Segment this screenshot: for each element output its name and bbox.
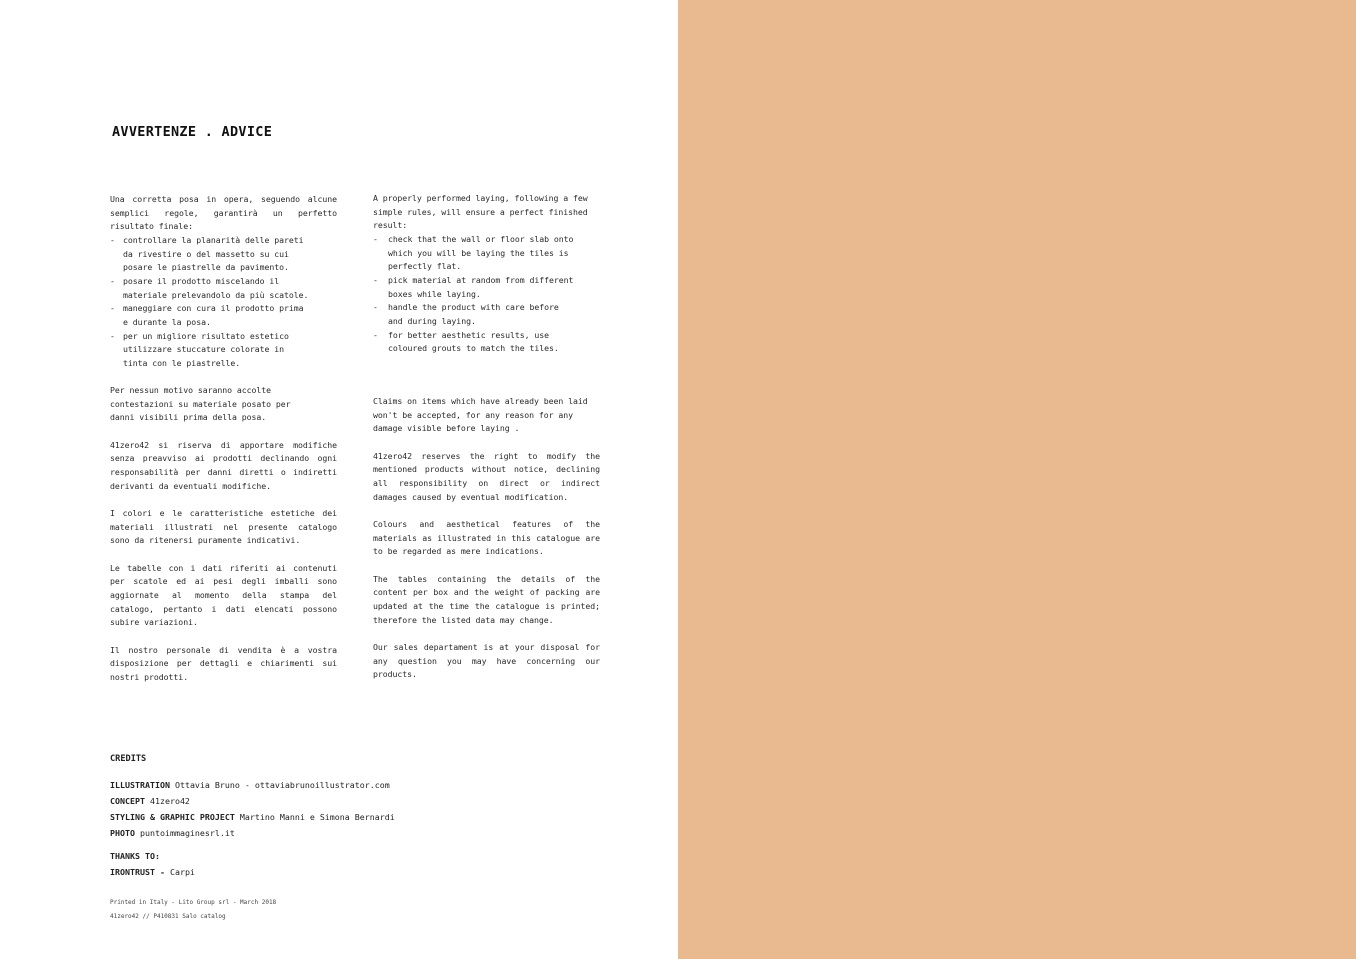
list-item: - posare il prodotto miscelando il materiale prelevandolo da più scatole.	[110, 275, 313, 302]
english-column	[373, 192, 600, 682]
english-paragraph-modifications: 41zero42 reserves the right to modify the mentioned products without notice, declining all responsibility on direct or indirect damages caused by eventual modification.	[373, 450, 600, 502]
list-item: - maneggiare con cura il prodotto prima e durante la posa.	[110, 302, 313, 329]
credits-heading: CREDITS	[110, 754, 147, 764]
credit-label: CONCEPT	[110, 796, 145, 806]
thanks-value: Carpi	[169, 867, 195, 877]
english-paragraph-sales: Our sales departament is at your disposal for any question you may have concerning our products.	[373, 641, 600, 680]
credits-section	[110, 754, 395, 882]
english-paragraph-claims: Claims on items which have already been laid won't be accepted, for any reason for any damage visible before laying .	[373, 396, 588, 434]
footer-printed-line: Printed in Italy - Lito Group srl - March 2018	[110, 899, 277, 906]
thanks-heading: THANKS TO:	[110, 851, 160, 861]
list-item: - pick material at random from different boxes while laying.	[373, 274, 578, 301]
credit-label: STYLING & GRAPHIC PROJECT	[110, 812, 235, 822]
italian-column	[110, 193, 337, 685]
list-item: - handle the product with care before and during laying.	[373, 301, 578, 328]
footer-catalog-line: 41zero42 // P410831 Salo catalog	[110, 912, 226, 920]
print-footer	[110, 896, 276, 923]
english-intro: A properly performed laying, following a few simple rules, will ensure a perfect finished result:	[373, 193, 588, 231]
credit-concept	[110, 795, 395, 811]
english-paragraph-colours: Colours and aesthetical features of the materials as illustrated in this catalogue are to be regarded as mere indications.	[373, 519, 600, 557]
english-rules-list	[373, 233, 600, 356]
page-title: AVVERTENZE . ADVICE	[112, 124, 273, 140]
credit-photo	[110, 827, 395, 843]
list-item: - check that the wall or floor slab onto which you will be laying the tiles is perfectly flat.	[373, 233, 578, 274]
italian-rules-list	[110, 234, 337, 371]
thanks-label: IRONTRUST -	[110, 867, 165, 877]
credit-label: ILLUSTRATION	[110, 780, 170, 790]
italian-paragraph-colours: I colori e le caratteristiche estetiche dei materiali illustrati nel presente catalogo sono da ritenersi puramente indicativi.	[110, 508, 337, 546]
italian-paragraph-modifications: 41zero42 si riserva di apportare modifiche senza preavviso ai prodotti declinando ogni responsabilità per danni diretti o indiretti derivanti da eventuali modifiche.	[110, 439, 337, 491]
credit-value: puntoimmaginesrl.it	[139, 828, 235, 838]
list-item: - for better aesthetic results, use coloured grouts to match the tiles.	[373, 329, 578, 356]
italian-paragraph-sales: Il nostro personale di vendita è a vostra disposizione per dettagli e chiarimenti sui nostri prodotti.	[110, 644, 337, 682]
credit-value: Martino Manni e Simona Bernardi	[239, 812, 395, 822]
credit-illustration	[110, 779, 395, 795]
color-panel	[678, 0, 1356, 959]
credit-styling	[110, 811, 395, 827]
english-paragraph-tables: The tables containing the details of the content per box and the weight of packing are updated at the time the catalogue is printed; therefore the listed data may change.	[373, 573, 600, 625]
italian-paragraph-claims: Per nessun motivo saranno accolte contestazioni su materiale posato per danni visibili prima della posa.	[110, 385, 291, 423]
italian-paragraph-tables: Le tabelle con i dati riferiti ai contenuti per scatole ed ai pesi degli imballi sono aggiornate al momento della stampa del catalogo, pertanto i dati elencati possono subire variazioni.	[110, 562, 337, 628]
credit-value: 41zero42	[149, 796, 190, 806]
credit-label: PHOTO	[110, 828, 135, 838]
thanks-row	[110, 866, 395, 882]
list-item: - per un migliore risultato estetico utilizzare stuccature colorate in tinta con le piastrelle.	[110, 330, 313, 371]
list-item: - controllare la planarità delle pareti da rivestire o del massetto su cui posare le piastrelle da pavimento.	[110, 234, 313, 275]
italian-intro: Una corretta posa in opera, seguendo alcune semplici regole, garantirà un perfetto risultato finale:	[110, 194, 337, 232]
credit-value: Ottavia Bruno - ottaviabrunoillustrator.com	[174, 780, 390, 790]
